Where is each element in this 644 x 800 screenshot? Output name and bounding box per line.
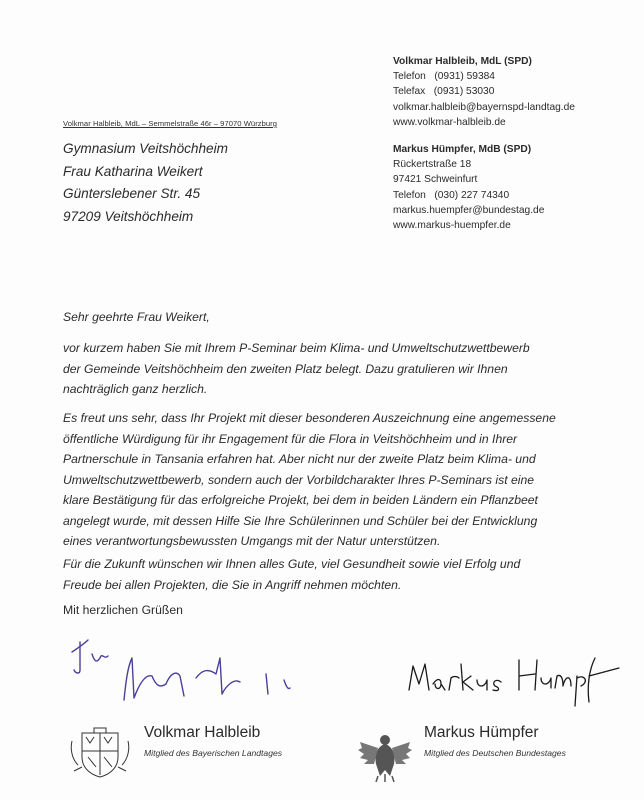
paragraph-wishes <box>63 554 623 595</box>
signatory-title-right: Mitglied des Deutschen Bundestages <box>424 748 566 758</box>
text-line: Es freut uns sehr, dass Ihr Projekt mit dieser besonderen Auszeichnung eine angemessene <box>63 411 556 425</box>
sender-block-huempfer <box>393 142 544 233</box>
sender-name: Markus Hümpfer, MdB (SPD) <box>393 144 532 155</box>
signatory-title-left: Mitglied des Bayerischen Landtages <box>144 748 283 758</box>
sender-phone: Telefon (030) 227 74340 <box>393 189 510 201</box>
signature-halbleib <box>66 630 306 710</box>
return-address: Volkmar Halbleib, MdL – Semmelstraße 46r – 97070 Würzburg <box>63 119 278 128</box>
sender-city: 97421 Schweinfurt <box>393 174 478 186</box>
sender-block-halbleib <box>393 54 575 130</box>
text-line: Freude bei allen Projekten, die Sie in Angriff nehmen möchten. <box>63 577 402 592</box>
text-line: Partnerschule in Tansania erfahren hat. Aber nicht nur der zweite Platz beim Klima- und <box>63 452 536 466</box>
sender-fax: Telefax (0931) 53030 <box>393 86 495 98</box>
paragraph-congratulations <box>63 338 623 400</box>
signatory-name-right: Markus Hümpfer <box>424 724 539 741</box>
recipient-line: Frau Katharina Weikert <box>63 163 203 179</box>
text-line: Umweltschutzwettbewerb, sondern auch der Vorbildcharakter Ihres P-Seminars ist eine <box>63 472 535 487</box>
recipient-line: Gymnasium Veitshöchheim <box>63 141 228 156</box>
text-line: der Gemeinde Veitshöchheim den zweiten Platz belegt. Dazu gratulieren wir Ihnen <box>63 361 508 376</box>
sender-phone: Telefon (0931) 59384 <box>393 71 495 83</box>
text-line: klare Bestätigung für das erfolgreiche Projekt, bei dem in beiden Ländern ein Pflanzbeet <box>63 493 538 507</box>
text-line: angelegt wurde, mit dessen Hilfe Sie Ihre Schülerinnen und Schüler bei der Entwicklung <box>63 513 538 528</box>
sender-email: volkmar.halbleib@bayernspd-landtag.de <box>393 101 575 113</box>
salutation: Sehr geehrte Frau Weikert, <box>63 310 210 324</box>
recipient-line: Günterslebener Str. 45 <box>63 186 201 201</box>
bavarian-coat-of-arms-icon <box>68 727 132 779</box>
text-line: nachträglich ganz herzlich. <box>63 382 208 396</box>
text-line: eines verantwortungsbewussten Umgangs mit der Natur unterstützen. <box>63 534 441 548</box>
signature-huempfer <box>405 650 625 710</box>
sender-website: www.volkmar-halbleib.de <box>393 116 506 128</box>
sender-website: www.markus-huempfer.de <box>393 220 511 232</box>
text-line: vor kurzem haben Sie mit Ihrem P-Seminar beim Klima- und Umweltschutzwettbewerb <box>63 341 530 355</box>
text-line: Für die Zukunft wünschen wir Ihnen alles Gute, viel Gesundheit sowie viel Erfolg und <box>63 557 521 571</box>
recipient-address <box>63 138 228 228</box>
recipient-line: 97209 Veitshöchheim <box>63 208 194 224</box>
sender-email: markus.huempfer@bundestag.de <box>393 204 545 216</box>
paragraph-project <box>63 408 623 552</box>
closing-greeting: Mit herzlichen Grüßen <box>63 603 183 617</box>
sender-name: Volkmar Halbleib, MdL (SPD) <box>393 56 532 67</box>
bundestag-eagle-icon <box>356 730 414 782</box>
text-line: öffentliche Würdigung für ihr Engagement für die Flora in Veitshöchheim und in Ihrer <box>63 431 518 446</box>
signatory-name-left: Volkmar Halbleib <box>144 724 261 741</box>
sender-street: Rückertstraße 18 <box>393 159 472 171</box>
